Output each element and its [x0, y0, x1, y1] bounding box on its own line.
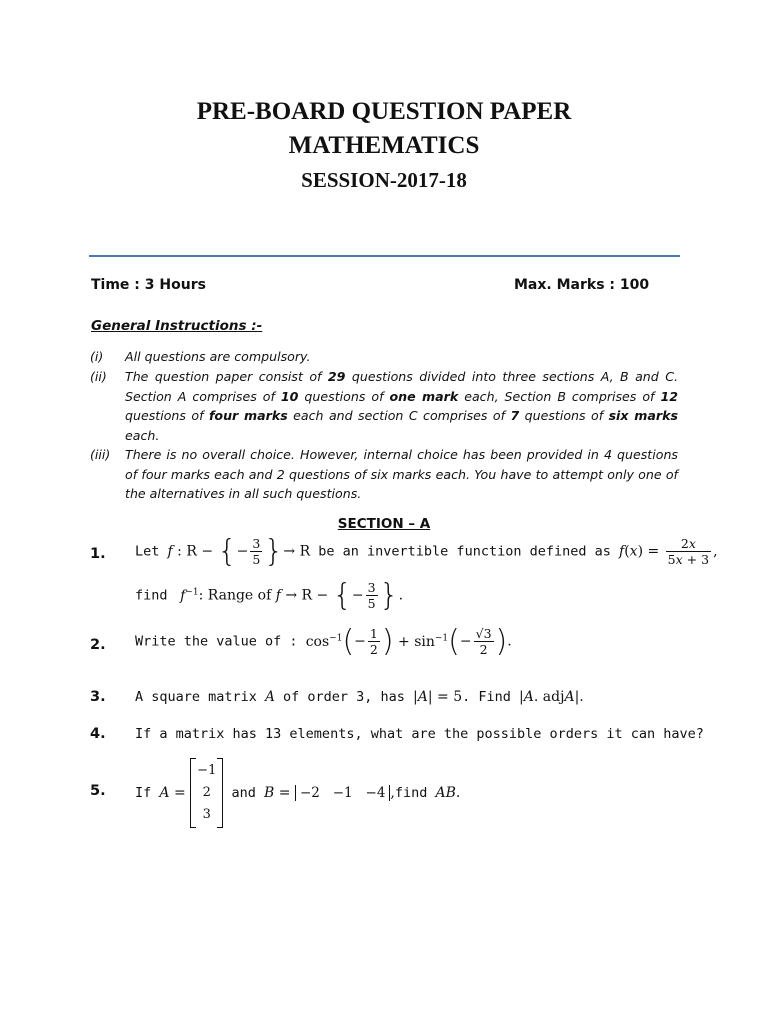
time-label: Time : 3 Hours — [91, 277, 206, 293]
title-line-1: PRE-BOARD QUESTION PAPER — [196, 98, 572, 125]
instructions-heading: General Instructions :- — [91, 318, 263, 334]
max-marks-label: Max. Marks : 100 — [514, 277, 650, 293]
question-number-2: 2. — [90, 637, 106, 653]
instruction-num-1: (i) — [90, 349, 104, 364]
instruction-text-2: The question paper consist of 29 questions divided into three sections A, B and C. Section A comprises of 10 questions of one mark each, Section B comprises of 12 questions of four marks each and section C comprises of 7 questions of six marks each. — [125, 369, 678, 443]
section-a-title: SECTION – A — [337, 516, 431, 532]
instruction-num-3: (iii) — [90, 447, 111, 462]
question-1-line-2: find $f^{-1}$: Range of f → R − {− $\frac{3}{5}$ }. — [135, 578, 404, 613]
session-title: SESSION-2017-18 — [301, 168, 467, 192]
instruction-num-2: (ii) — [90, 369, 107, 384]
question-number-1: 1. — [90, 546, 106, 562]
question-2: Write the value of : $\cos^{-1}(-$ $\frac{1}{2}$ ) + $\sin^{-1}(-$ $\frac{√3}{2}$ ). — [135, 624, 512, 659]
question-number-5: 5. — [90, 783, 106, 799]
title-line-2: MATHEMATICS — [288, 132, 480, 159]
question-4: If a matrix has 13 elements, what are the possible orders it can have? — [135, 726, 704, 742]
question-number-3: 3. — [90, 689, 106, 705]
matrix-a: −1 2 3 — [190, 758, 223, 828]
question-number-4: 4. — [90, 726, 106, 742]
matrix-b: −2 −1 −4 — [295, 785, 390, 801]
header-divider — [89, 255, 680, 257]
instruction-text-3: There is no overall choice. However, internal choice has been provided in 4 questions of four marks each and 2 questions of six marks each. You have to attempt only one of the alternatives in all such questions. — [125, 447, 678, 501]
instruction-text-1: All questions are compulsory. — [125, 349, 311, 364]
question-3: A square matrix A of order 3, has |A| = 5. Find |A. adjA|. — [135, 689, 584, 705]
question-1-line-1: Let f : R − {− $\frac{3}{5}$ }→ R be an invertible function defined as f(x) = $\frac{2x}{5x + 3}$ , — [135, 534, 718, 569]
question-5: If A = −1 2 3 and B = −2 −1 −4 ,find AB. — [135, 758, 460, 828]
